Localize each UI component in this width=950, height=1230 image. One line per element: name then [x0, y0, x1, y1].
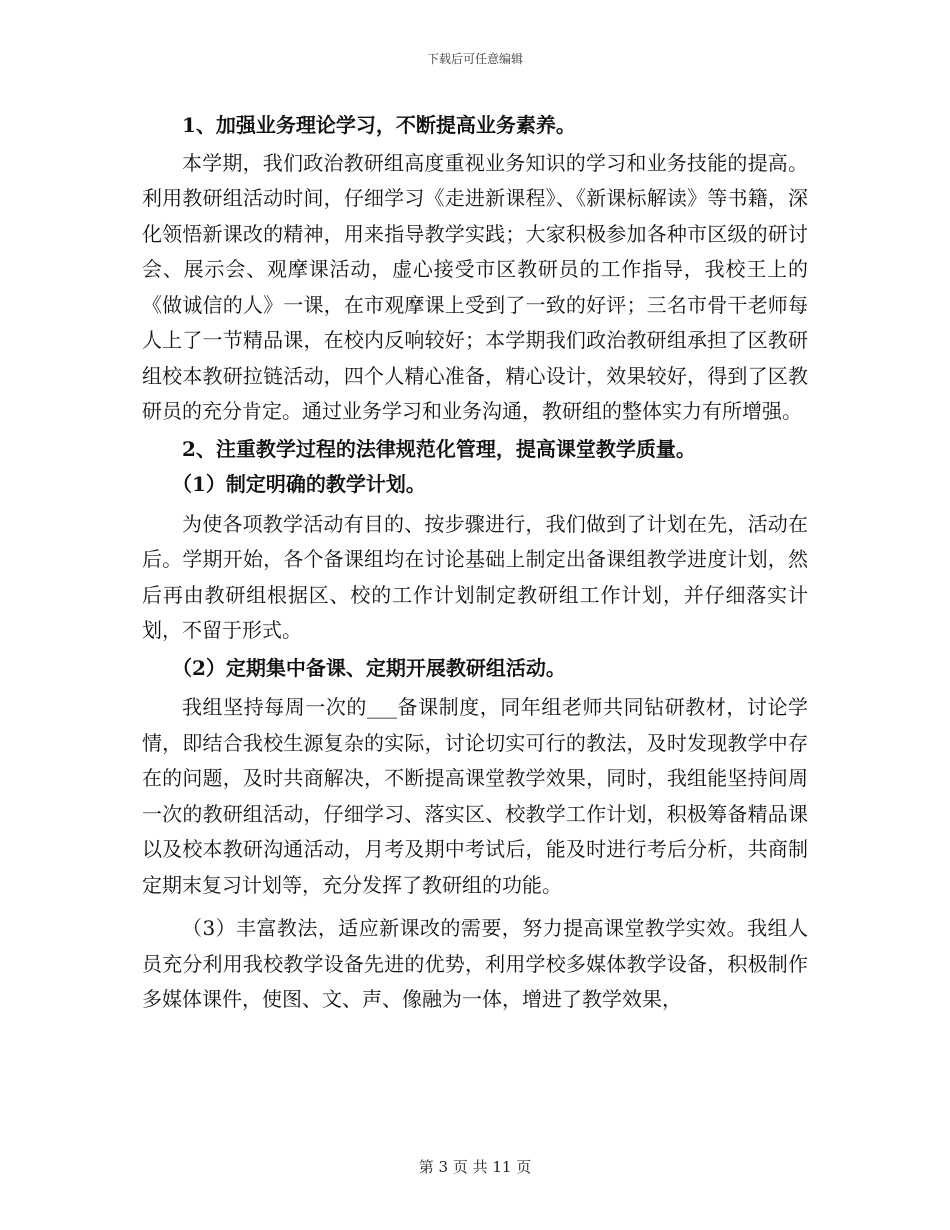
subsection-1-heading: （1）制定明确的教学计划。	[172, 472, 426, 496]
subsection-3-paragraph: （3）丰富教法，适应新课改的需要，努力提高课堂教学实效。我组人员充分利用我校教学设备先进的优势，利用学校多媒体教学设备，积极制作多媒体课件，使图、文、声、像融为一体，增进了教学效果，	[142, 916, 808, 1011]
subsection-2-paragraph: 我组坚持每周一次的___备课制度，同年组老师共同钻研教材，讨论学情，即结合我校生源复杂的实际，讨论切实可行的教法，及时发现教学中存在的问题，及时共商解决，不断提高课堂教学效果，同时，我组能坚持间周一次的教研组活动，仔细学习、落实区、校教学工作计划，积极筹备精品课以及校本教研沟通活动，月考及期中考试后，能及时进行考后分析，共商制定期末复习计划等，充分发挥了教研组的功能。	[142, 695, 808, 897]
subsection-1-paragraph: 为使各项教学活动有目的、按步骤进行，我们做到了计划在先，活动在后。学期开始，各个备课组均在讨论基础上制定出备课组教学进度计划，然后再由教研组根据区、校的工作计划制定教研组工作计划，并仔细落实计划，不留于形式。	[142, 511, 808, 642]
page-header-note: 下载后可任意编辑	[426, 52, 523, 66]
page-number: 第 3 页 共 11 页	[418, 1158, 532, 1176]
section-1-paragraph: 本学期，我们政治教研组高度重视业务知识的学习和业务技能的提高。利用教研组活动时间，仔细学习《走进新课程》、《新课标解读》等书籍，深化领悟新课改的精神，用来指导教学实践；大家积极参加各种市区级的研讨会、展示会、观摩课活动，虚心接受市区教研员的工作指导，我校王上的《做诚信的人》一课，在市观摩课上受到了一致的好评；三名市骨干老师每人上了一节精品课，在校内反响较好；本学期我们政治教研组承担了区教研组校本教研拉链活动，四个人精心准备，精心设计，效果较好，得到了区教研员的充分肯定。通过业务学习和业务沟通，教研组的整体实力有所增强。	[142, 150, 808, 423]
document-body	[142, 108, 808, 1018]
subsection-2-heading: （2）定期集中备课、定期开展教研组活动。	[172, 655, 566, 680]
section-1-heading: 1、加强业务理论学习，不断提高业务素养。	[182, 113, 576, 137]
section-2-heading: 2、注重教学过程的法律规范化管理，提高课堂教学质量。	[182, 436, 696, 461]
